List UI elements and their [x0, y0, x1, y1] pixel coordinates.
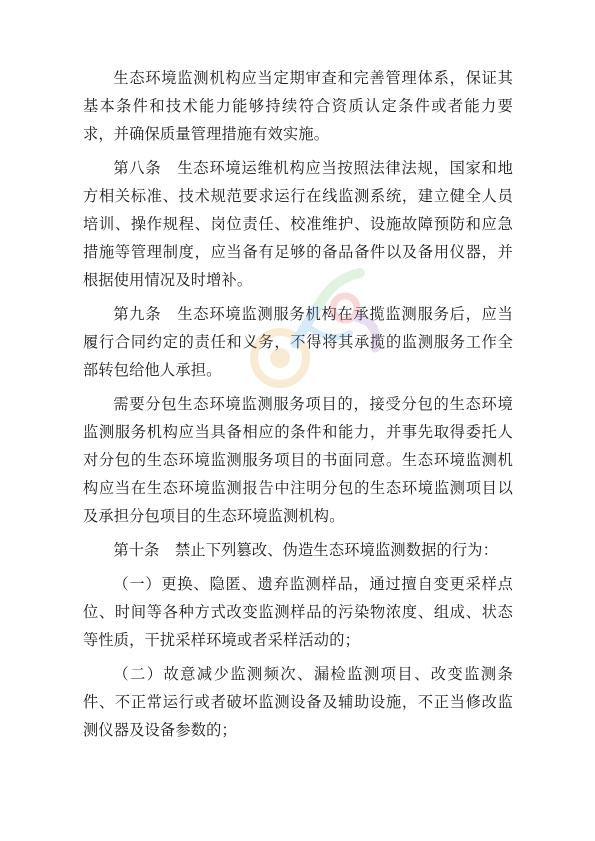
paragraph-item-1: （一）更换、隐匿、遗弃监测样品，通过擅自变更采样点位、时间等各种方式改变监测样品的污染物浓度、组成、状态等性质，干扰采样环境或者采样活动的；: [83, 575, 513, 649]
paragraph-article-8: 第八条 生态环境运维机构应当按照法律法规，国家和地方相关标准、技术规范要求运行在线监测系统，建立健全人员培训、操作规程、岗位责任、校准维护、设施故障预防和应急措施等管理制度，应当备有足够的备品备件以及备用仪器，并根据使用情况及时增补。: [83, 159, 513, 289]
paragraph-subcontracting: 需要分包生态环境监测服务项目的，接受分包的生态环境监测服务机构应当具备相应的条件和能力，并事先取得委托人对分包的生态环境监测服务项目的书面同意。生态环境监测机构应当在生态环境监测报告中注明分包的生态环境监测项目以及承担分包项目的生态环境监测机构。: [83, 395, 513, 525]
document-body: [83, 64, 513, 750]
paragraph-article-10: 第十条 禁止下列篡改、伪造生态环境监测数据的行为：: [113, 541, 499, 559]
paragraph-management-system: 生态环境监测机构应当定期审查和完善管理体系，保证其基本条件和技术能力能够持续符合资质认定条件或者能力要求，并确保质量管理措施有效实施。: [83, 69, 513, 143]
paragraph-article-9: 第九条 生态环境监测服务机构在承揽监测服务后，应当履行合同约定的责任和义务，不得将其承揽的监测服务工作全部转包给他人承担。: [83, 305, 513, 379]
paragraph-item-2: （二）故意减少监测频次、漏检监测项目、改变监测条件、不正常运行或者破坏监测设备及辅助设施，不正当修改监测仪器及设备参数的；: [83, 665, 513, 739]
